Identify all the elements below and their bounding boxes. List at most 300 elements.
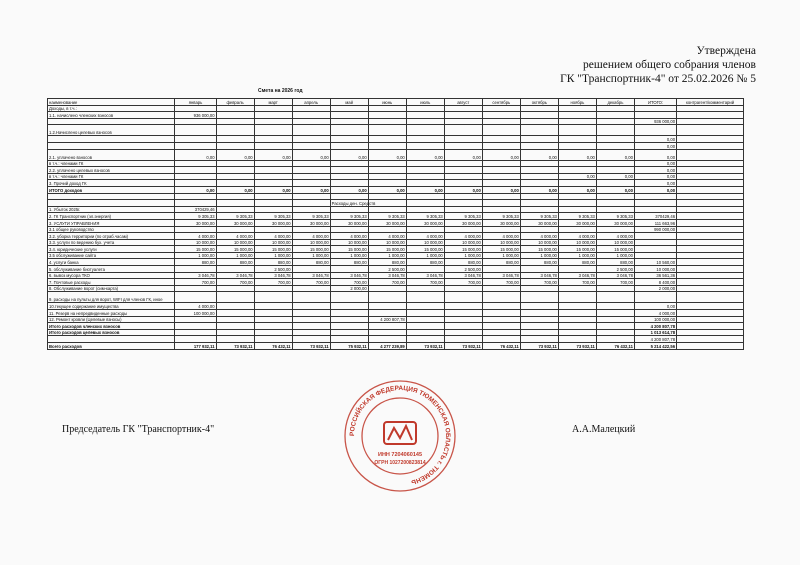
table-cell: 73 932,11 <box>406 343 444 350</box>
table-cell: 30 000,00 <box>406 219 444 226</box>
table-cell <box>254 173 292 180</box>
table-cell: 30 000,00 <box>330 219 368 226</box>
table-cell <box>444 329 482 336</box>
table-cell <box>596 226 634 233</box>
table-cell <box>558 329 596 336</box>
table-cell <box>444 173 482 180</box>
approval-block <box>560 44 756 86</box>
table-cell <box>444 323 482 330</box>
table-cell <box>254 329 292 336</box>
table-cell: 880,00 <box>482 259 520 266</box>
table-cell <box>677 173 744 180</box>
table-cell <box>368 336 406 343</box>
table-cell: 0,00 <box>216 186 254 193</box>
table-cell <box>330 142 368 149</box>
table-row <box>48 272 744 279</box>
table-cell: 10 000,00 <box>634 266 676 273</box>
table-row <box>48 226 744 233</box>
row-label: 1.2.Начислено целевых взносов <box>48 125 175 136</box>
table-cell <box>596 112 634 119</box>
table-cell <box>216 173 254 180</box>
table-cell: 0,00 <box>596 149 634 160</box>
table-cell <box>482 167 520 174</box>
table-cell <box>216 285 254 292</box>
table-cell: Расходы ден. Средств <box>331 200 376 206</box>
row-label: 3.4. юридические услуги <box>48 246 175 253</box>
table-cell <box>558 105 596 112</box>
table-cell: 4 000,00 <box>175 233 216 240</box>
table-cell: 0,00 <box>368 186 406 193</box>
table-cell: 0,00 <box>482 149 520 160</box>
row-label: 3.2. уборка территории (по отраб.часам) <box>48 233 175 240</box>
table-cell: 880,00 <box>175 259 216 266</box>
table-cell: 111 663,96 <box>634 219 676 226</box>
table-cell <box>677 259 744 266</box>
table-cell: 4 000,00 <box>634 310 676 317</box>
table-cell <box>216 180 254 187</box>
table-cell <box>216 266 254 273</box>
table-cell <box>216 206 254 213</box>
table-cell <box>406 173 444 180</box>
table-row <box>48 173 744 180</box>
table-cell <box>520 316 558 323</box>
table-cell: 4 000,00 <box>292 233 330 240</box>
table-cell <box>482 266 520 273</box>
table-cell: 10 000,00 <box>482 239 520 246</box>
table-cell: 15 000,00 <box>406 246 444 253</box>
table-cell <box>330 160 368 167</box>
table-cell <box>292 323 330 330</box>
table-cell: 9 305,33 <box>292 213 330 220</box>
table-cell: 3 046,78 <box>596 272 634 279</box>
column-header: январь <box>175 99 216 106</box>
table-cell: 936 000,00 <box>175 112 216 119</box>
table-cell: 0,00 <box>520 186 558 193</box>
table-cell <box>330 112 368 119</box>
table-cell: 0,00 <box>216 149 254 160</box>
budget-table-body <box>48 105 744 349</box>
table-cell <box>175 118 216 125</box>
table-cell <box>368 206 406 213</box>
table-cell: 10 000,00 <box>292 239 330 246</box>
table-cell <box>292 142 330 149</box>
table-cell <box>596 285 634 292</box>
table-row <box>48 112 744 119</box>
table-cell <box>254 193 292 200</box>
table-cell: 10 000,00 <box>520 239 558 246</box>
table-cell: 700,00 <box>254 279 292 286</box>
table-cell <box>482 112 520 119</box>
table-cell <box>677 266 744 273</box>
table-cell <box>368 105 406 112</box>
row-label <box>48 136 175 143</box>
table-cell <box>520 118 558 125</box>
table-cell: 0,00 <box>292 149 330 160</box>
table-cell: 1 000,00 <box>216 252 254 259</box>
table-cell: 880,00 <box>406 259 444 266</box>
table-cell: 3 046,78 <box>520 272 558 279</box>
table-cell: 0,00 <box>634 186 676 193</box>
row-label: 2.1. уплачено взносов <box>48 149 175 160</box>
table-cell <box>175 329 216 336</box>
document-title: Смета на 2026 год <box>258 88 303 94</box>
table-cell <box>254 118 292 125</box>
row-label: 9. расходы на пульты для ворот, WIFI для членов ГК, иное <box>48 292 175 303</box>
table-cell <box>677 136 744 143</box>
table-cell <box>406 167 444 174</box>
table-cell: 3 046,78 <box>558 272 596 279</box>
table-cell: 4 000,00 <box>406 233 444 240</box>
table-cell: 880,00 <box>254 259 292 266</box>
table-cell <box>368 118 406 125</box>
row-label: 4. услуги банка <box>48 259 175 266</box>
table-cell <box>175 160 216 167</box>
table-cell: 0,00 <box>406 186 444 193</box>
table-cell: 0,00 <box>634 160 676 167</box>
table-cell: 10 000,00 <box>175 239 216 246</box>
row-label: 3. УСЛУГИ УПРАВЛЕНИЯ <box>48 219 175 226</box>
table-cell: 30 000,00 <box>558 219 596 226</box>
table-cell <box>596 292 634 303</box>
table-row <box>48 105 744 112</box>
table-cell <box>292 329 330 336</box>
table-cell <box>520 160 558 167</box>
table-cell <box>368 167 406 174</box>
table-cell: 9 305,33 <box>596 213 634 220</box>
table-cell <box>216 193 254 200</box>
table-cell <box>444 310 482 317</box>
table-cell <box>558 180 596 187</box>
table-cell <box>444 206 482 213</box>
table-cell: 990 000,00 <box>634 226 676 233</box>
table-cell <box>368 173 406 180</box>
table-cell: 15 000,00 <box>254 246 292 253</box>
table-cell <box>677 200 744 207</box>
table-cell <box>254 206 292 213</box>
table-cell <box>216 336 254 343</box>
table-cell <box>558 193 596 200</box>
table-cell <box>216 200 254 207</box>
table-cell: 8 400,00 <box>634 279 676 286</box>
table-cell: 0,00 <box>482 186 520 193</box>
organization-stamp <box>340 376 460 496</box>
table-cell <box>482 125 520 136</box>
table-cell <box>175 336 216 343</box>
column-header: март <box>254 99 292 106</box>
table-row <box>48 160 744 167</box>
row-label: 2.2. уплачено целевых взносов <box>48 167 175 174</box>
table-cell: 30 000,00 <box>596 219 634 226</box>
row-label: 1. Убыток 2025г. <box>48 206 175 213</box>
table-cell <box>406 323 444 330</box>
table-cell <box>558 226 596 233</box>
table-cell <box>634 246 676 253</box>
table-cell <box>677 252 744 259</box>
table-row <box>48 193 744 200</box>
table-cell <box>330 266 368 273</box>
table-cell <box>677 219 744 226</box>
table-cell: 9 305,33 <box>175 213 216 220</box>
table-cell <box>520 142 558 149</box>
table-cell: 4 200 807,78 <box>634 323 676 330</box>
table-cell: 1 013 614,78 <box>634 329 676 336</box>
table-cell: 15 000,00 <box>444 246 482 253</box>
table-cell <box>330 105 368 112</box>
table-cell: 0,00 <box>254 149 292 160</box>
table-cell <box>444 160 482 167</box>
table-row <box>48 336 744 343</box>
table-cell: 10 000,00 <box>216 239 254 246</box>
table-cell <box>634 233 676 240</box>
table-cell: 880,00 <box>216 259 254 266</box>
table-cell <box>175 136 216 143</box>
table-cell <box>330 125 368 136</box>
table-cell <box>634 193 676 200</box>
table-cell <box>520 266 558 273</box>
table-cell <box>330 180 368 187</box>
table-cell <box>292 180 330 187</box>
column-header: наименование <box>48 99 175 106</box>
table-cell <box>254 285 292 292</box>
table-cell: 0,00 <box>634 167 676 174</box>
table-cell: 10 000,00 <box>368 239 406 246</box>
table-cell <box>482 316 520 323</box>
table-cell <box>558 266 596 273</box>
table-cell <box>596 323 634 330</box>
table-cell: 73 932,11 <box>216 343 254 350</box>
table-cell <box>558 136 596 143</box>
row-label: 3.1 общее руководство <box>48 226 175 233</box>
column-header: сентябрь <box>482 99 520 106</box>
table-cell <box>520 136 558 143</box>
table-cell: 700,00 <box>596 279 634 286</box>
table-cell <box>216 329 254 336</box>
column-header: ИТОГО: <box>634 99 676 106</box>
table-row <box>48 219 744 226</box>
table-cell: 700,00 <box>330 279 368 286</box>
table-cell: 0,00 <box>634 173 676 180</box>
table-cell <box>596 193 634 200</box>
table-cell: 0,00 <box>634 136 676 143</box>
table-cell <box>634 239 676 246</box>
table-row <box>48 259 744 266</box>
table-cell <box>482 336 520 343</box>
table-cell <box>558 323 596 330</box>
table-cell <box>444 226 482 233</box>
table-cell <box>368 142 406 149</box>
table-cell <box>634 200 676 207</box>
stamp-ring-text: РОССИЙСКАЯ ФЕДЕРАЦИЯ ТЮМЕНСКАЯ ОБЛАСТЬ г. ТЮМЕНЬ <box>348 384 452 486</box>
table-cell <box>216 125 254 136</box>
row-label: 2. ГК Транспортник (эл.энергия) <box>48 213 175 220</box>
table-cell: 1 000,00 <box>520 252 558 259</box>
table-cell: 1 000,00 <box>406 252 444 259</box>
row-label: 11. Резерв на непредвиденные расходы <box>48 310 175 317</box>
table-cell <box>216 310 254 317</box>
table-cell <box>330 226 368 233</box>
table-cell <box>444 303 482 310</box>
table-cell: 0,00 <box>406 149 444 160</box>
table-cell: 15 000,00 <box>368 246 406 253</box>
table-cell: 30 000,00 <box>254 219 292 226</box>
row-label: ИТОГО доходов <box>48 186 175 193</box>
table-cell: 2 500,00 <box>254 266 292 273</box>
table-cell: 100 000,00 <box>634 316 676 323</box>
table-cell <box>175 180 216 187</box>
table-cell <box>558 200 596 207</box>
table-cell <box>254 310 292 317</box>
table-cell <box>175 266 216 273</box>
table-cell: 700,00 <box>368 279 406 286</box>
table-cell <box>254 226 292 233</box>
table-row <box>48 167 744 174</box>
table-cell <box>254 136 292 143</box>
table-cell <box>406 142 444 149</box>
table-cell: 0,00 <box>368 149 406 160</box>
row-label: 3. Прочий доход ГК <box>48 180 175 187</box>
table-cell: 700,00 <box>558 279 596 286</box>
table-cell <box>677 125 744 136</box>
table-cell <box>596 125 634 136</box>
table-cell <box>254 336 292 343</box>
table-cell <box>520 292 558 303</box>
table-cell <box>677 336 744 343</box>
table-cell <box>482 303 520 310</box>
table-cell: 3 046,78 <box>444 272 482 279</box>
table-cell <box>444 118 482 125</box>
table-cell <box>406 206 444 213</box>
table-cell: 0,00 <box>634 142 676 149</box>
table-cell: 15 000,00 <box>216 246 254 253</box>
table-cell: 1 000,00 <box>368 252 406 259</box>
row-label: 1.1. начислено членских взносов <box>48 112 175 119</box>
table-row <box>48 233 744 240</box>
table-cell <box>175 193 216 200</box>
table-cell: 0,00 <box>558 186 596 193</box>
table-cell: 76 432,11 <box>254 343 292 350</box>
table-cell <box>330 323 368 330</box>
table-cell <box>216 136 254 143</box>
table-row <box>48 213 744 220</box>
table-cell: 1 000,00 <box>558 252 596 259</box>
table-cell <box>368 136 406 143</box>
table-cell: 30 000,00 <box>444 219 482 226</box>
table-cell: 700,00 <box>444 279 482 286</box>
table-cell <box>677 343 744 350</box>
table-cell <box>677 193 744 200</box>
table-cell: 30 000,00 <box>175 219 216 226</box>
table-cell <box>596 336 634 343</box>
table-cell <box>175 226 216 233</box>
table-cell <box>596 105 634 112</box>
table-cell <box>292 136 330 143</box>
table-cell <box>368 180 406 187</box>
table-cell <box>596 206 634 213</box>
table-cell <box>216 292 254 303</box>
table-cell <box>406 266 444 273</box>
table-cell <box>254 112 292 119</box>
table-cell: 15 000,00 <box>558 246 596 253</box>
column-header: июнь <box>368 99 406 106</box>
table-cell <box>406 329 444 336</box>
table-cell: 10 000,00 <box>444 239 482 246</box>
table-cell: 4 000,00 <box>596 233 634 240</box>
table-cell <box>292 285 330 292</box>
table-cell <box>406 112 444 119</box>
table-cell <box>175 125 216 136</box>
row-label: 5. обслуживание биотуалета <box>48 266 175 273</box>
table-cell: 9 305,33 <box>216 213 254 220</box>
table-cell <box>444 316 482 323</box>
table-cell: 10 000,00 <box>406 239 444 246</box>
table-cell <box>558 316 596 323</box>
table-cell: 9 305,33 <box>330 213 368 220</box>
table-cell <box>330 329 368 336</box>
table-cell <box>330 292 368 303</box>
table-cell: 4 000,00 <box>254 233 292 240</box>
table-cell <box>520 105 558 112</box>
table-row <box>48 180 744 187</box>
table-cell <box>634 125 676 136</box>
table-cell <box>292 226 330 233</box>
table-cell <box>216 167 254 174</box>
table-cell: 9 305,33 <box>368 213 406 220</box>
table-cell <box>216 142 254 149</box>
table-cell <box>677 167 744 174</box>
column-header: июль <box>406 99 444 106</box>
table-cell <box>482 206 520 213</box>
table-cell: 73 932,11 <box>520 343 558 350</box>
column-header: контрагент/комментарий <box>677 99 744 106</box>
table-cell: 3 046,78 <box>216 272 254 279</box>
table-cell: 3 046,78 <box>406 272 444 279</box>
table-cell <box>368 292 406 303</box>
table-cell: 0,00 <box>254 186 292 193</box>
table-cell <box>254 167 292 174</box>
table-cell: 4 277 239,89 <box>368 343 406 350</box>
table-cell: 100 000,00 <box>175 310 216 317</box>
table-cell: 9 305,33 <box>482 213 520 220</box>
table-cell <box>175 200 216 207</box>
table-cell: 4 000,00 <box>368 233 406 240</box>
table-cell <box>368 125 406 136</box>
row-label: Итого расходов членских взносов <box>48 323 175 330</box>
table-cell <box>292 193 330 200</box>
table-cell: 10 000,00 <box>558 239 596 246</box>
table-cell: 3 046,78 <box>330 272 368 279</box>
table-cell: 370429,46 <box>175 206 216 213</box>
table-cell: 4 000,00 <box>444 233 482 240</box>
table-row <box>48 329 744 336</box>
table-cell <box>482 292 520 303</box>
column-header: февраль <box>216 99 254 106</box>
table-cell <box>330 118 368 125</box>
table-cell: 73 932,11 <box>292 343 330 350</box>
table-cell <box>482 226 520 233</box>
table-cell <box>175 292 216 303</box>
table-cell <box>254 316 292 323</box>
table-cell <box>558 206 596 213</box>
table-cell: 10 000,00 <box>254 239 292 246</box>
table-cell <box>406 292 444 303</box>
table-cell: 370429,46 <box>634 213 676 220</box>
table-cell: 15 000,00 <box>482 246 520 253</box>
table-cell <box>677 186 744 193</box>
table-cell <box>368 310 406 317</box>
table-cell <box>175 167 216 174</box>
row-label: 7. Почтовые расходы <box>48 279 175 286</box>
table-cell <box>254 105 292 112</box>
